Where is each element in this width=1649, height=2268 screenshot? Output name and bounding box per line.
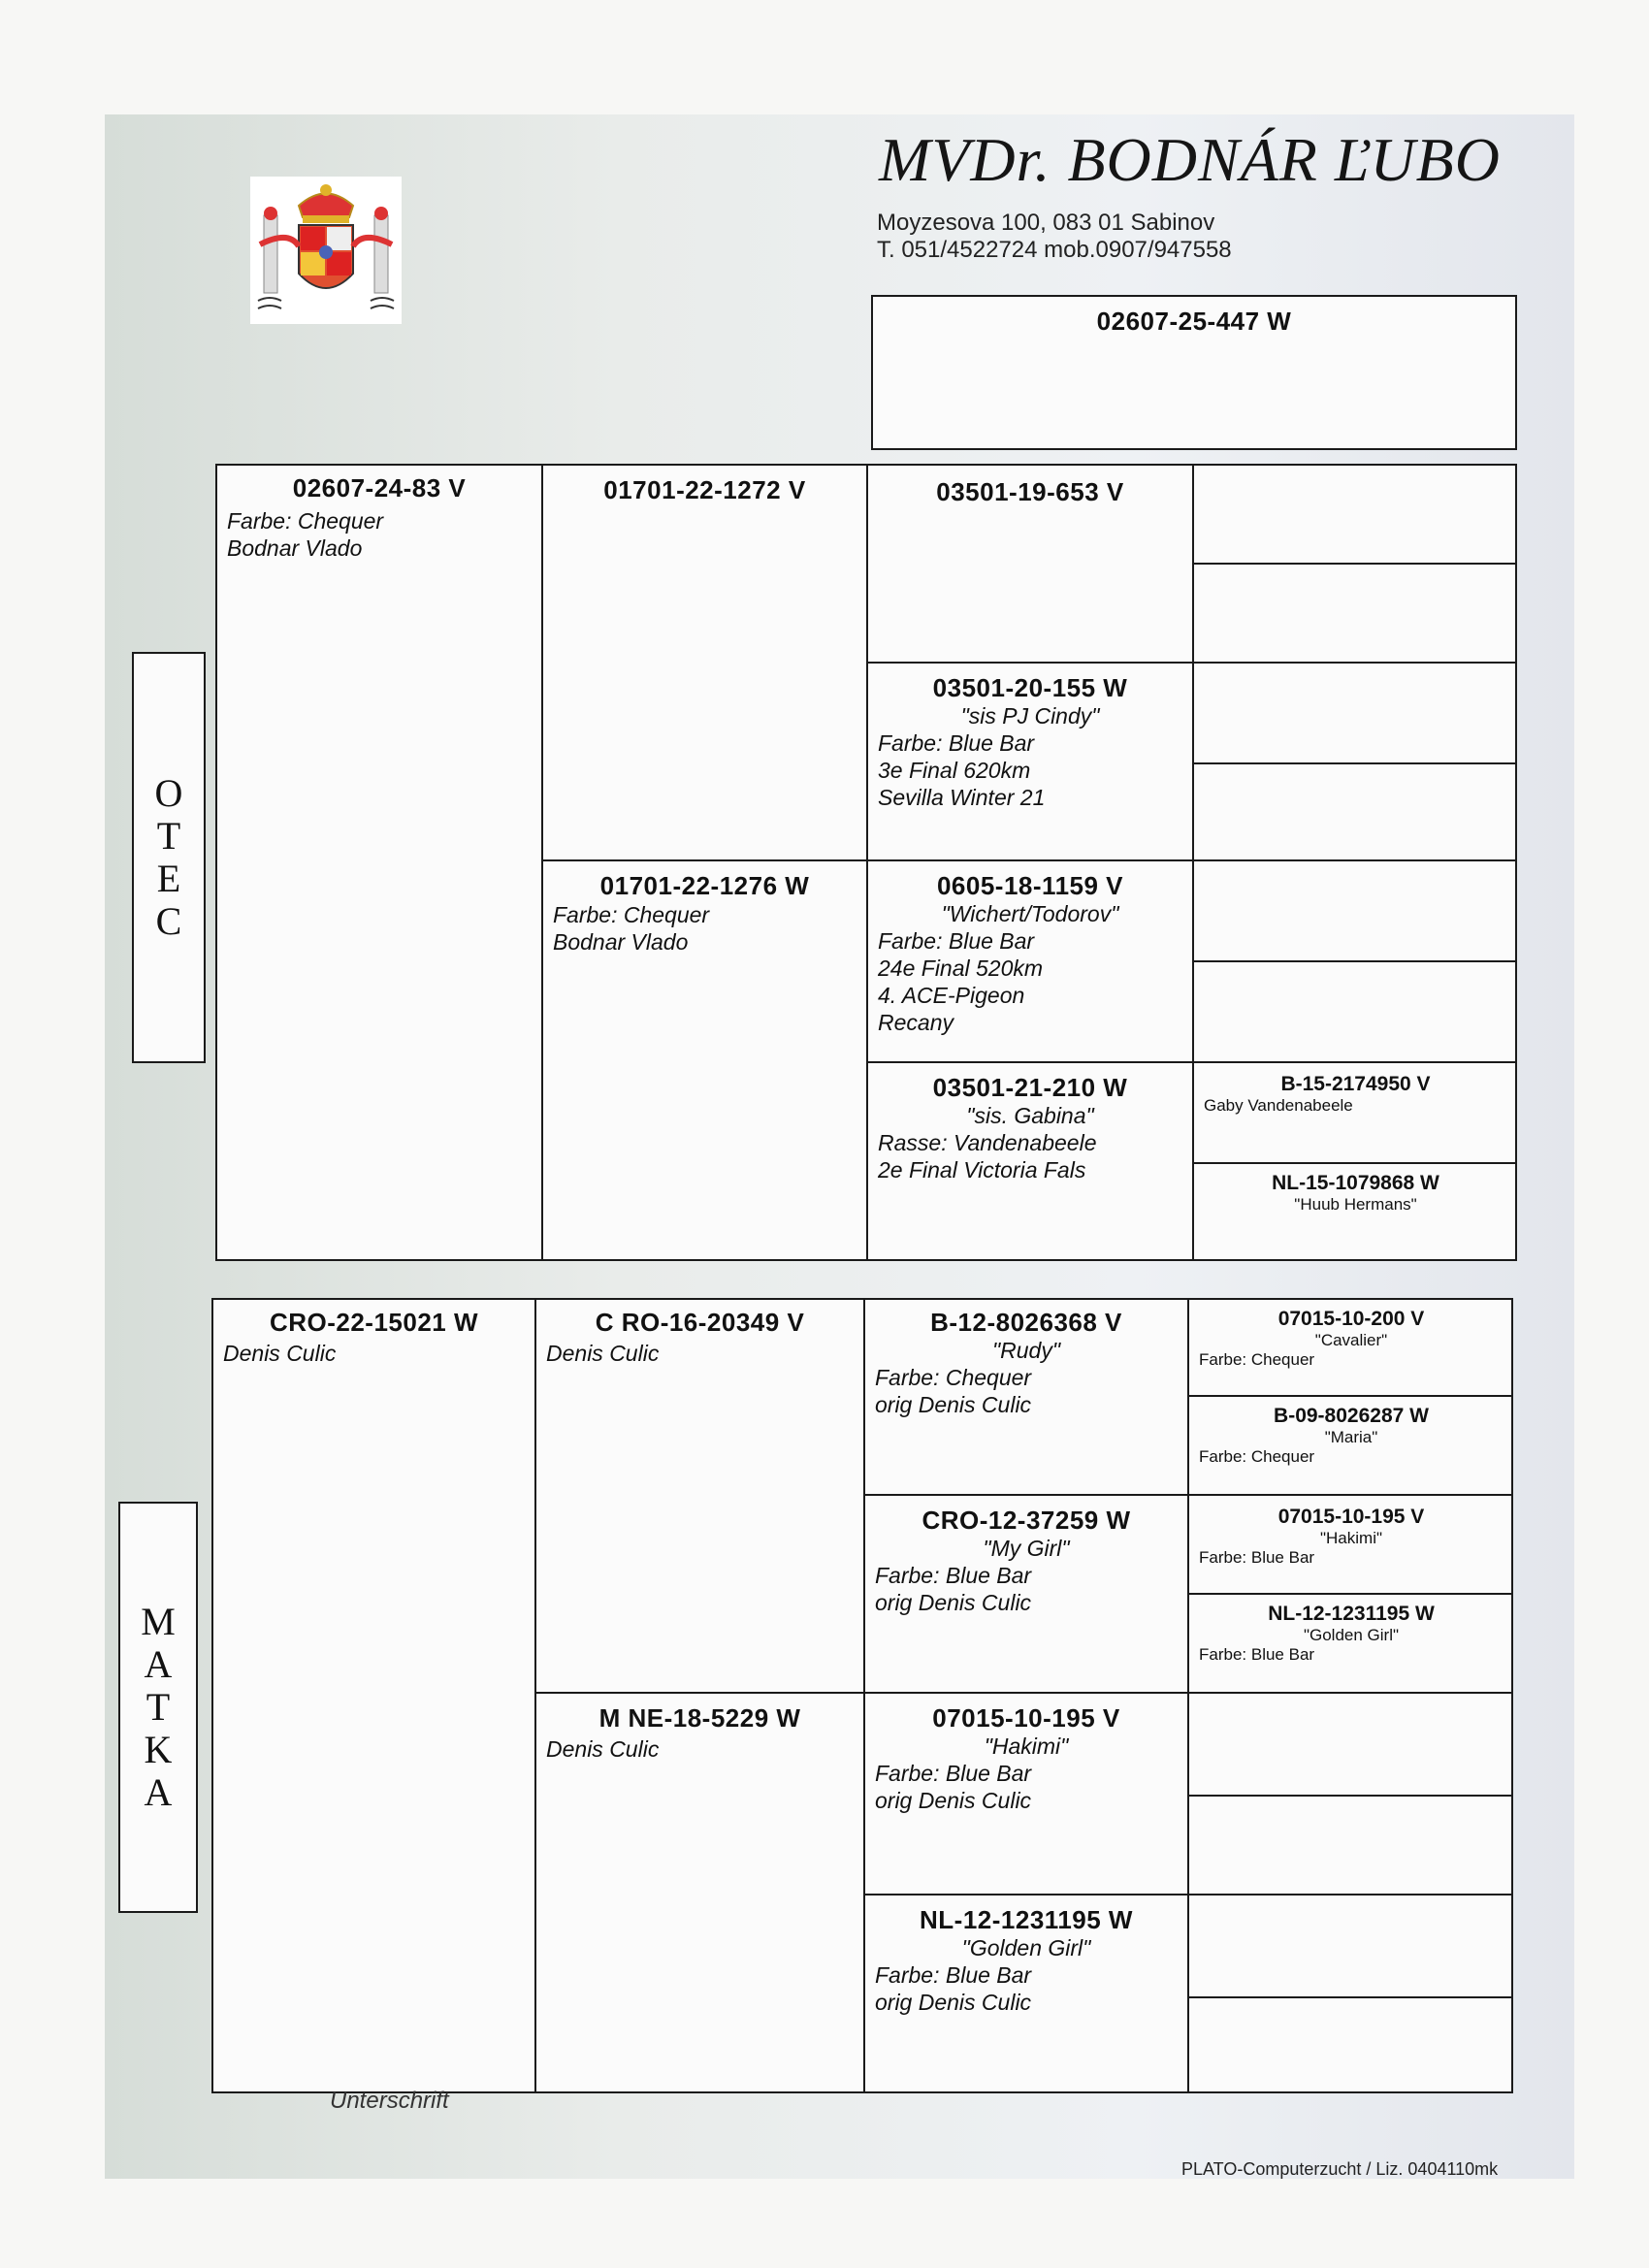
- mother-side-label: [118, 1502, 198, 1913]
- mfm-ring: CRO-12-37259 W: [922, 1506, 1131, 1535]
- mm-cell: [536, 1698, 863, 1768]
- divider: [863, 1894, 1513, 1895]
- mf-ring: C RO-16-20349 V: [595, 1308, 805, 1337]
- fmm-dam-cell: [1194, 1166, 1517, 1220]
- mmf-cell: [865, 1698, 1187, 1820]
- mfm-cell: [865, 1500, 1187, 1622]
- divider: [534, 1692, 1513, 1694]
- ffm-line: Farbe: Blue Bar: [878, 730, 1035, 756]
- mff-dam-nick: "Maria": [1324, 1428, 1378, 1446]
- breeder-phone: T. 051/4522724 mob.0907/947558: [877, 237, 1232, 263]
- fmm-line: Rasse: Vandenabeele: [878, 1130, 1097, 1155]
- mmm-line: orig Denis Culic: [875, 1990, 1032, 2015]
- fff-ring: 03501-19-653 V: [936, 477, 1124, 506]
- mff-dam-line: Farbe: Chequer: [1199, 1447, 1315, 1466]
- mm-breeder: Denis Culic: [546, 1736, 660, 1762]
- mff-line: Farbe: Chequer: [875, 1365, 1032, 1390]
- mmm-nick: "Golden Girl": [961, 1935, 1091, 1960]
- side-letter: T: [156, 814, 181, 858]
- ffm-nick: "sis PJ Cindy": [960, 703, 1100, 729]
- breeder-name: MVDr. BODNÁR ĽUBO: [879, 125, 1501, 194]
- divider: [541, 464, 543, 1261]
- subject-ring: 02607-25-447 W: [1096, 307, 1292, 336]
- ffm-line: 3e Final 620km: [878, 758, 1031, 783]
- divider: [1192, 563, 1517, 565]
- side-letter: M: [141, 1600, 176, 1643]
- divider: [1192, 960, 1517, 962]
- fmf-line: 24e Final 520km: [878, 956, 1044, 981]
- mff-sire-line: Farbe: Chequer: [1199, 1350, 1315, 1369]
- divider: [866, 662, 1517, 664]
- mother-ring: CRO-22-15021 W: [269, 1308, 479, 1337]
- mm-ring: M NE-18-5229 W: [598, 1703, 801, 1733]
- mf-cell: [536, 1302, 863, 1373]
- mfm-dam-line: Farbe: Blue Bar: [1199, 1645, 1315, 1664]
- mff-line: orig Denis Culic: [875, 1392, 1032, 1417]
- father-breeder: Bodnar Vlado: [227, 535, 363, 561]
- fmf-cell: [868, 865, 1192, 1042]
- mfm-dam-cell: [1189, 1597, 1513, 1692]
- fm-color: Farbe: Chequer: [553, 902, 710, 927]
- mother-cell: [213, 1302, 534, 1373]
- mmf-nick: "Hakimi": [984, 1733, 1069, 1759]
- mff-ring: B-12-8026368 V: [930, 1308, 1122, 1337]
- mfm-line: orig Denis Culic: [875, 1590, 1032, 1615]
- mfm-sire-cell: [1189, 1500, 1513, 1593]
- father-ring: 02607-24-83 V: [292, 473, 467, 502]
- father-color: Farbe: Chequer: [227, 508, 384, 534]
- fmf-line: Farbe: Blue Bar: [878, 928, 1035, 954]
- divider: [1192, 762, 1517, 764]
- divider: [1187, 1593, 1513, 1595]
- father-cell: [217, 468, 541, 567]
- mf-breeder: Denis Culic: [546, 1341, 660, 1366]
- mother-breeder: Denis Culic: [223, 1341, 337, 1366]
- fmm-line: 2e Final Victoria Fals: [878, 1157, 1086, 1183]
- breeder-address: Moyzesova 100, 083 01 Sabinov: [877, 210, 1215, 236]
- divider: [1187, 1395, 1513, 1397]
- mff-dam-cell: [1189, 1399, 1513, 1494]
- fm-breeder: Bodnar Vlado: [553, 929, 689, 955]
- ff-ring: 01701-22-1272 V: [603, 475, 806, 504]
- side-letter: A: [144, 1642, 173, 1686]
- mff-sire-nick: "Cavalier": [1314, 1331, 1388, 1349]
- subject-box: [871, 295, 1517, 450]
- mmf-line: Farbe: Blue Bar: [875, 1761, 1032, 1786]
- fm-cell: [543, 865, 866, 961]
- father-side-label: [132, 652, 206, 1063]
- ff-cell: [543, 470, 866, 511]
- fmf-nick: "Wichert/Todorov": [941, 901, 1119, 926]
- fmm-sire-ring: B-15-2174950 V: [1280, 1073, 1431, 1095]
- mmm-cell: [865, 1899, 1187, 2022]
- fmf-line: 4. ACE-Pigeon: [878, 983, 1025, 1008]
- spanish-coat-of-arms-icon: [250, 177, 402, 324]
- side-letter: O: [154, 771, 183, 815]
- divider: [863, 1494, 1513, 1496]
- mfm-nick: "My Girl": [983, 1536, 1070, 1561]
- fmf-ring: 0605-18-1159 V: [936, 871, 1124, 900]
- mmm-line: Farbe: Blue Bar: [875, 1962, 1032, 1988]
- signature-label: Unterschrift: [330, 2088, 449, 2114]
- divider: [541, 859, 1517, 861]
- mff-nick: "Rudy": [991, 1338, 1061, 1363]
- ffm-cell: [868, 667, 1192, 817]
- mff-sire-ring: 07015-10-200 V: [1277, 1308, 1425, 1330]
- mfm-sire-line: Farbe: Blue Bar: [1199, 1548, 1315, 1567]
- mff-cell: [865, 1302, 1187, 1424]
- ffm-ring: 03501-20-155 W: [932, 673, 1128, 702]
- divider: [1187, 1795, 1513, 1797]
- fmm-cell: [868, 1067, 1192, 1189]
- divider: [1187, 1996, 1513, 1998]
- mmf-ring: 07015-10-195 V: [932, 1703, 1120, 1733]
- fmm-ring: 03501-21-210 W: [932, 1073, 1128, 1102]
- divider: [866, 1061, 1517, 1063]
- fmm-dam-ring: NL-15-1079868 W: [1272, 1172, 1439, 1194]
- side-letter: C: [155, 899, 182, 943]
- side-letter: T: [146, 1685, 171, 1729]
- mfm-line: Farbe: Blue Bar: [875, 1563, 1032, 1588]
- fmm-nick: "sis. Gabina": [966, 1103, 1094, 1128]
- fmm-sire-line: Gaby Vandenabeele: [1204, 1096, 1353, 1115]
- fm-ring: 01701-22-1276 W: [599, 871, 810, 900]
- fff-cell: [868, 471, 1192, 513]
- mfm-sire-nick: "Hakimi": [1319, 1529, 1382, 1547]
- fmm-sire-cell: [1194, 1067, 1517, 1121]
- mmm-ring: NL-12-1231195 W: [920, 1905, 1133, 1934]
- software-footer: PLATO-Computerzucht / Liz. 0404110mk: [1181, 2159, 1499, 2179]
- side-letter: A: [144, 1770, 173, 1814]
- divider: [534, 1298, 536, 2093]
- ffm-line: Sevilla Winter 21: [878, 785, 1046, 810]
- mfm-sire-ring: 07015-10-195 V: [1277, 1506, 1425, 1528]
- divider: [1192, 1162, 1517, 1164]
- side-letter: K: [144, 1728, 173, 1771]
- mmf-line: orig Denis Culic: [875, 1788, 1032, 1813]
- fmf-line: Recany: [878, 1010, 954, 1035]
- mfm-dam-ring: NL-12-1231195 W: [1268, 1603, 1435, 1625]
- side-letter: E: [156, 857, 181, 900]
- divider: [1192, 464, 1194, 1261]
- mfm-dam-nick: "Golden Girl": [1303, 1626, 1400, 1644]
- mff-dam-ring: B-09-8026287 W: [1274, 1405, 1429, 1427]
- mff-sire-cell: [1189, 1302, 1513, 1395]
- fmm-dam-nick: "Huub Hermans": [1294, 1195, 1417, 1214]
